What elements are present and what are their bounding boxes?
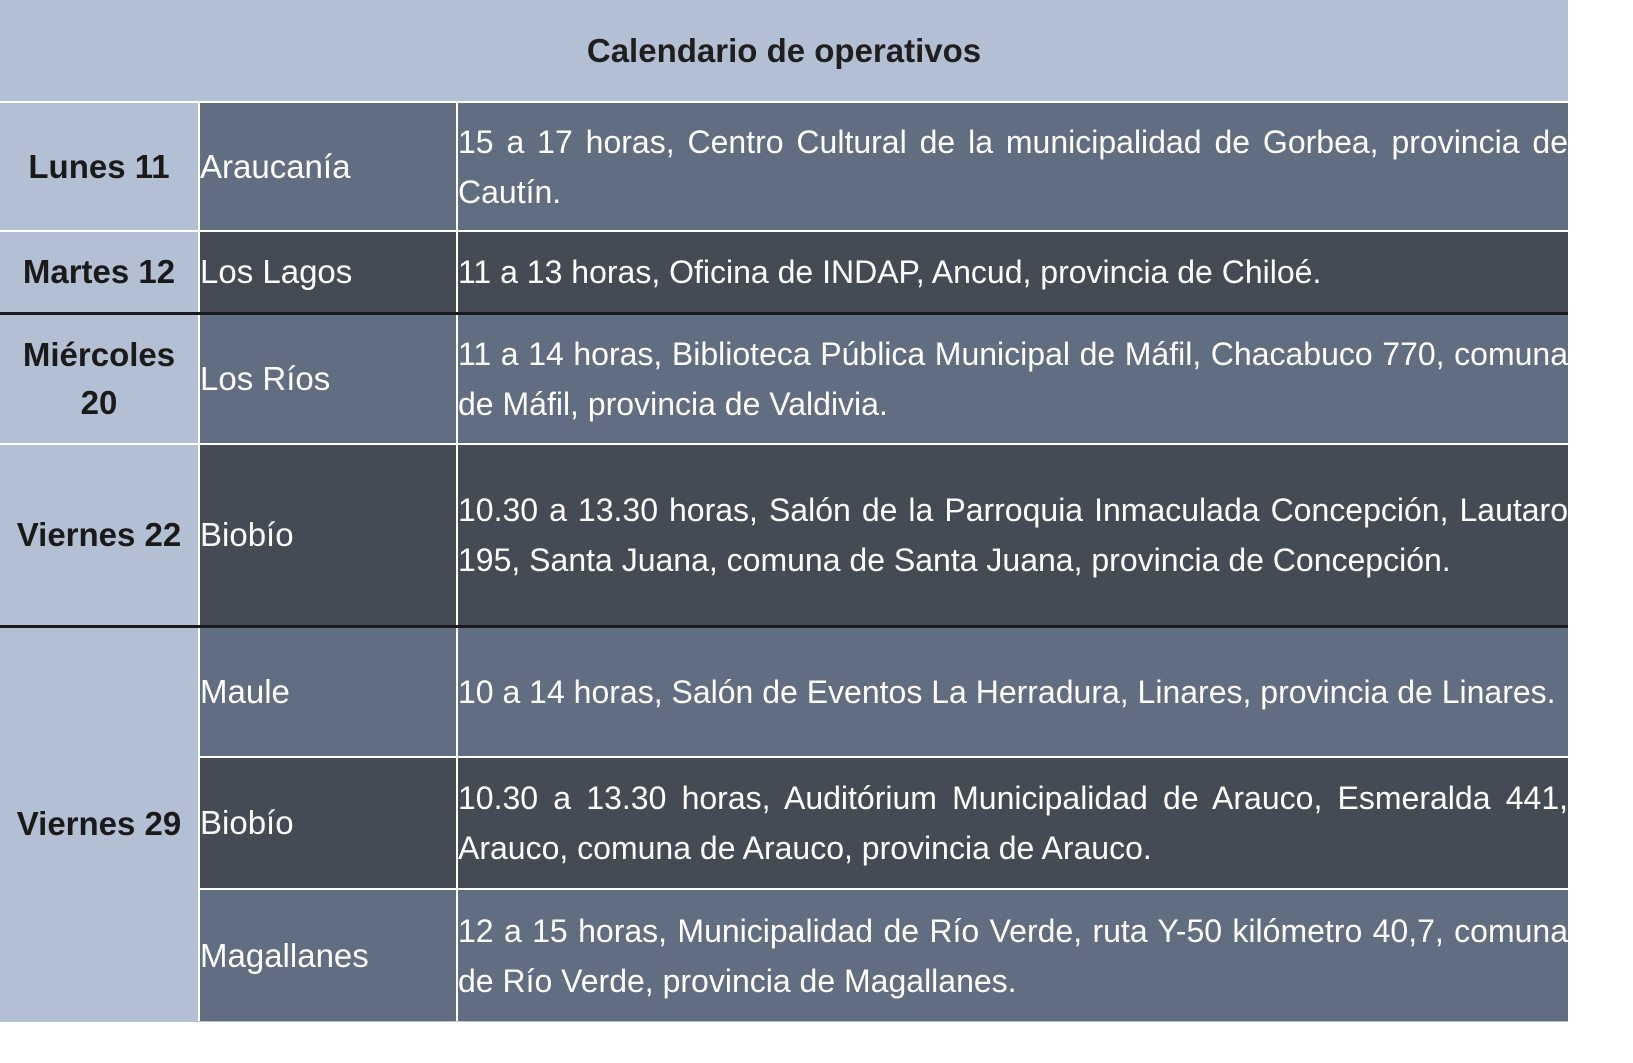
region-cell: Magallanes bbox=[199, 889, 457, 1021]
day-cell: Viernes 22 bbox=[0, 444, 199, 626]
detail-cell: 12 a 15 horas, Municipalidad de Río Verde, ruta Y-50 kilómetro 40,7, comuna de Río Verde, provincia de Magallanes. bbox=[457, 889, 1568, 1021]
table-row bbox=[0, 102, 1568, 231]
day-cell: Viernes 29 bbox=[0, 626, 199, 1021]
region-cell: Los Ríos bbox=[199, 313, 457, 444]
day-cell: Martes 12 bbox=[0, 231, 199, 313]
detail-cell: 10.30 a 13.30 horas, Auditórium Municipalidad de Arauco, Esmeralda 441, Arauco, comuna de Arauco, provincia de Arauco. bbox=[457, 757, 1568, 889]
table-row bbox=[0, 231, 1568, 313]
detail-cell: 15 a 17 horas, Centro Cultural de la municipalidad de Gorbea, provincia de Cautín. bbox=[457, 102, 1568, 231]
day-cell: Miércoles 20 bbox=[0, 313, 199, 444]
detail-cell: 11 a 14 horas, Biblioteca Pública Municipal de Máfil, Chacabuco 770, comuna de Máfil, provincia de Valdivia. bbox=[457, 313, 1568, 444]
detail-cell: 10 a 14 horas, Salón de Eventos La Herradura, Linares, provincia de Linares. bbox=[457, 626, 1568, 757]
detail-cell: 10.30 a 13.30 horas, Salón de la Parroquia Inmaculada Concepción, Lautaro 195, Santa Juana, comuna de Santa Juana, provincia de Concepción. bbox=[457, 444, 1568, 626]
document-title: Calendario de operativos bbox=[0, 0, 1568, 101]
table-row bbox=[0, 626, 1568, 757]
day-cell: Lunes 11 bbox=[0, 102, 199, 231]
table-row bbox=[0, 757, 1568, 889]
region-cell: Maule bbox=[199, 626, 457, 757]
region-cell: Biobío bbox=[199, 444, 457, 626]
table-row bbox=[0, 889, 1568, 1021]
region-cell: Biobío bbox=[199, 757, 457, 889]
region-cell: Araucanía bbox=[199, 102, 457, 231]
table-row bbox=[0, 444, 1568, 626]
region-cell: Los Lagos bbox=[199, 231, 457, 313]
schedule-table bbox=[0, 101, 1568, 1021]
detail-cell: 11 a 13 horas, Oficina de INDAP, Ancud, provincia de Chiloé. bbox=[457, 231, 1568, 313]
table-row bbox=[0, 313, 1568, 444]
